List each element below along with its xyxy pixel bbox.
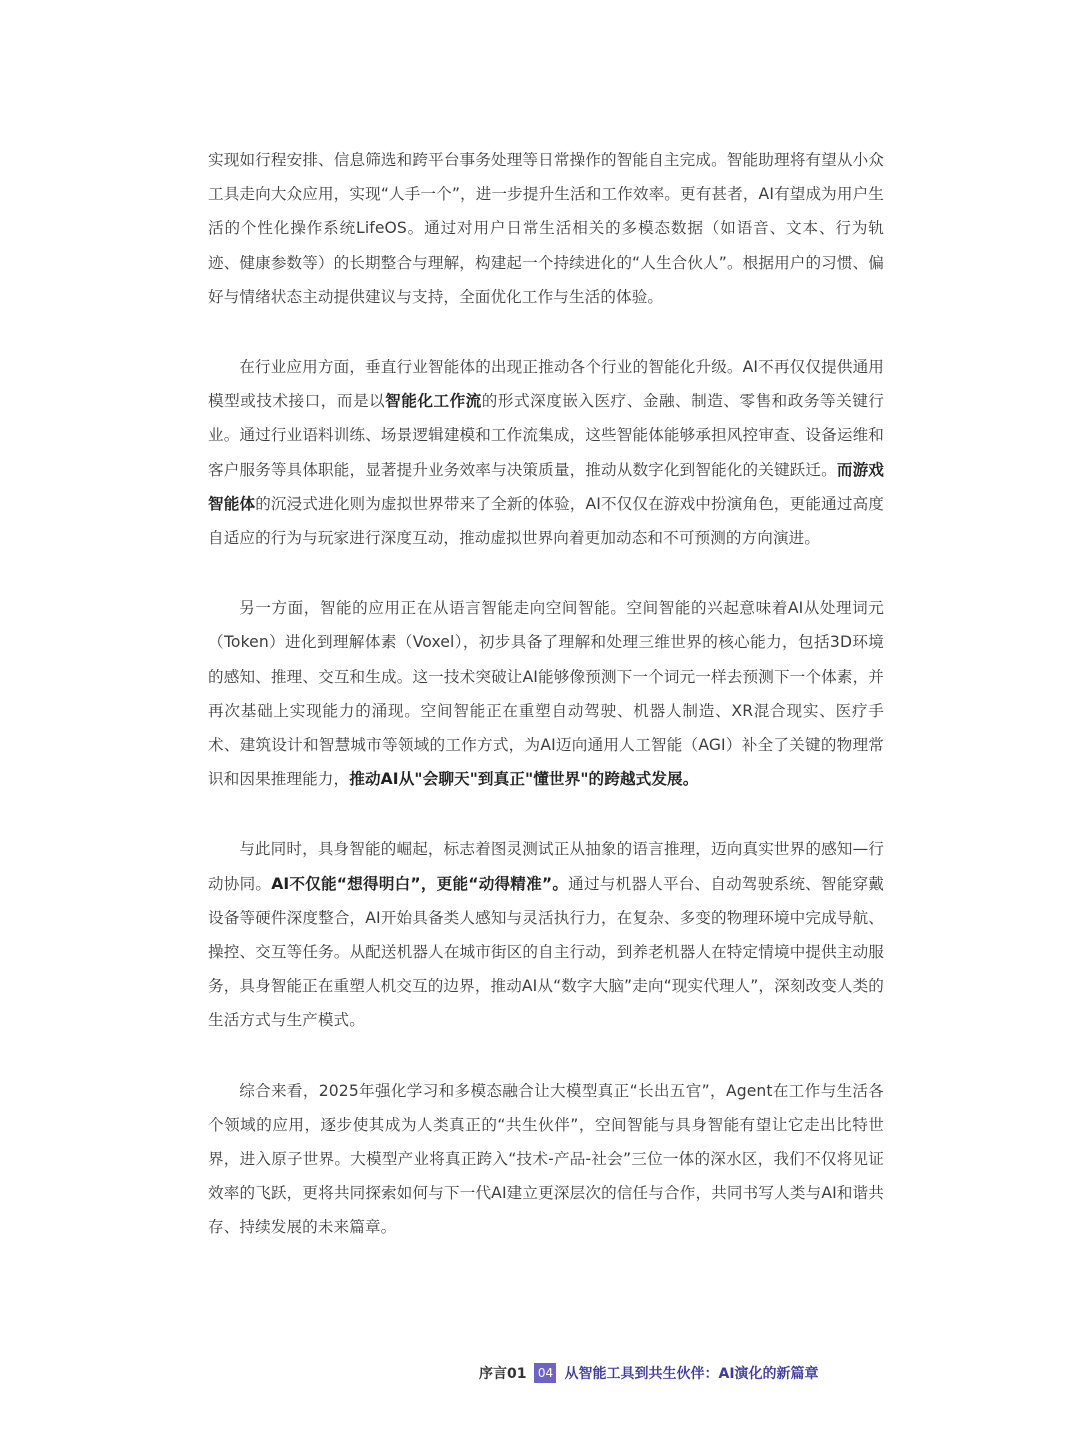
text-run: 的形式深度嵌入医疗、金融、制造、零售和政务等关键行业。通过行业语料训练、场景逻辑建模和工作流集成，这些智能体能够承担风控审查、设备运维和客户服务等具体职能，显著提升业务效率与决策质量，推动从数字化到智能化的关键跃迁。 — [208, 392, 884, 479]
bold-run: 推动AI从"会聊天"到真正"懂世界"的跨越式发展。 — [349, 770, 699, 789]
footer-chapter-title: 从智能工具到共生伙伴：AI演化的新篇章 — [564, 1366, 819, 1382]
text-run: 实现如行程安排、信息筛选和跨平台事务处理等日常操作的智能自主完成。智能助理将有望从小众工具走向大众应用，实现“人手一个”，进一步提升生活和工作效率。更有甚者，AI有望成为用户生活的个性化操作系统LifeOS。通过对用户日常生活相关的多模态数据（如语音、文本、行为轨迹、健康参数等）的长期整合与理解，构建起一个持续进化的“人生合伙人”。根据用户的习惯、偏好与情绪状态主动提供建议与支持，全面优化工作与生活的体验。 — [208, 151, 884, 306]
bold-run: 而游戏智能体 — [208, 460, 884, 513]
text-run: 的沉浸式进化则为虚拟世界带来了全新的体验，AI不仅仅在游戏中扮演角色，更能通过高度自适应的行为与玩家进行深度互动，推动虚拟世界向着更加动态和不可预测的方向演进。 — [208, 494, 884, 548]
paragraph — [208, 591, 884, 796]
text-run: 与此同时，具身智能的崛起，标志着图灵测试正从抽象的语言推理，迈向真实世界的感知—行动协同。 — [208, 840, 884, 893]
paragraph — [208, 143, 884, 314]
bold-run: 智能化工作流 — [385, 392, 482, 411]
paragraph — [208, 350, 884, 555]
text-run: 综合来看，2025年强化学习和多模态融合让大模型真正“长出五官”，Agent在工作与生活各个领域的应用，逐步使其成为人类真正的“共生伙伴”，空间智能与具身智能有望让它走出比特世界，进入原子世界。大模型产业将真正跨入“技术-产品-社会”三位一体的深水区，我们不仅将见证效率的飞跃，更将共同探索如何与下一代AI建立更深层次的信任与合作，共同书写人类与AI和谐共存、持续发展的未来篇章。 — [208, 1081, 884, 1237]
page-number-badge: 04 — [534, 1363, 556, 1383]
text-run: 通过与机器人平台、自动驾驶系统、智能穿戴设备等硬件深度整合，AI开始具备类人感知与灵活执行力，在复杂、多变的物理环境中完成导航、操控、交互等任务。从配送机器人在城市街区的自主行动，到养老机器人在特定情境中提供主动服务，具身智能正在重塑人机交互的边界，推动AI从“数字大脑”走向“现实代理人”，深刻改变人类的生活方式与生产模式。 — [208, 874, 884, 1030]
body-text — [208, 143, 884, 1281]
paragraph — [208, 832, 884, 1037]
bold-run: AI不仅能“想得明白”，更能“动得精准”。 — [271, 874, 569, 893]
paragraph — [208, 1074, 884, 1245]
text-run: 在行业应用方面，垂直行业智能体的出现正推动各个行业的智能化升级。AI不再仅仅提供通用模型或技术接口，而是以 — [208, 358, 884, 411]
page-footer — [479, 1361, 819, 1385]
text-run: 另一方面，智能的应用正在从语言智能走向空间智能。空间智能的兴起意味着AI从处理词元（Token）进化到理解体素（Voxel），初步具备了理解和处理三维世界的核心能力，包括3D环境的感知、推理、交互和生成。这一技术突破让AI能够像预测下一个词元一样去预测下一个体素，并再次基础上实现能力的涌现。空间智能正在重塑自动驾驶、机器人制造、XR混合现实、医疗手术、建筑设计和智慧城市等领域的工作方式，为AI迈向通用人工智能（AGI）补全了关键的物理常识和因果推理能力， — [208, 599, 884, 789]
footer-section-label: 序言01 — [479, 1366, 527, 1382]
